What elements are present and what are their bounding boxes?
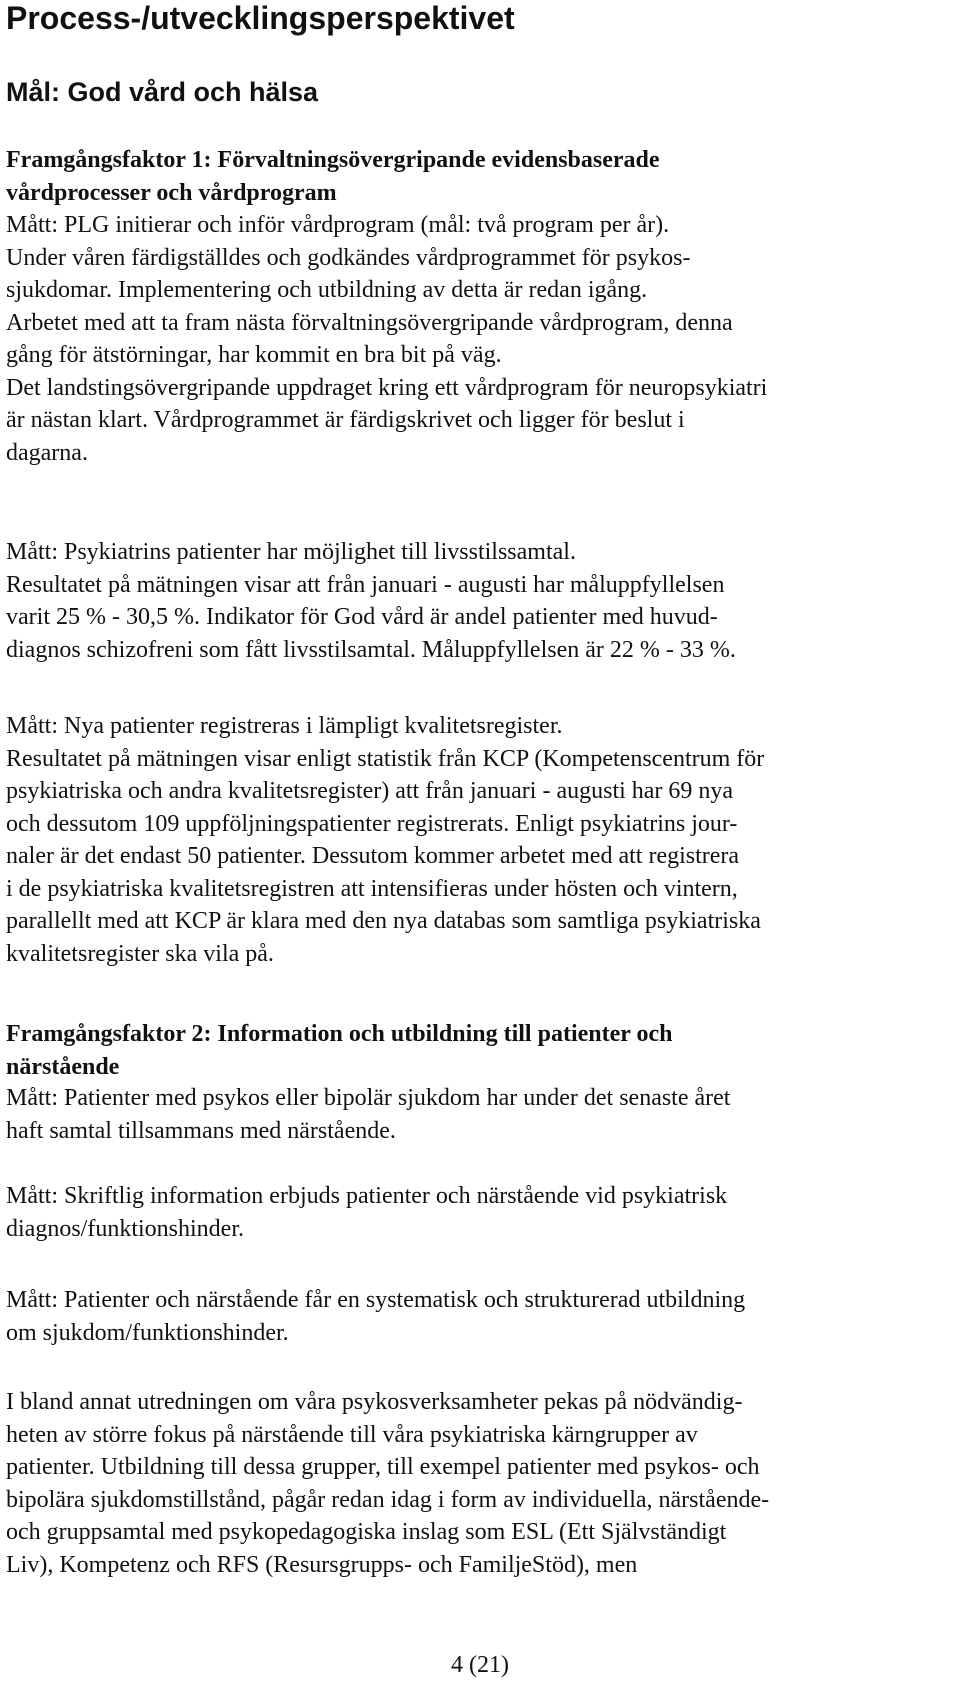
paragraph-line: haft samtal tillsammans med närstående. (6, 1117, 396, 1144)
section1-paragraph-kvalitetsregister (6, 710, 954, 970)
section1-paragraph-livsstilssamtal (6, 536, 954, 666)
section2-paragraph-utredning (6, 1386, 954, 1581)
section1-heading (6, 144, 954, 209)
paragraph-line: Mått: Patienter med psykos eller bipolär sjukdom har under det senaste året (6, 1085, 731, 1111)
section2-heading (6, 1018, 954, 1083)
paragraph-line: parallellt med att KCP är klara med den nya databas som samtliga psykiatriska (6, 908, 761, 934)
paragraph-line: om sjukdom/funktionshinder. (6, 1319, 289, 1346)
paragraph-line: Liv), Kompetenz och RFS (Resursgrupps- och FamiljeStöd), men (6, 1551, 638, 1578)
paragraph-line: Det landstingsövergripande uppdraget kring ett vårdprogram för neuropsykiatri (6, 374, 768, 401)
section1-heading-line: vårdprocesser och vårdprogram (6, 179, 337, 206)
paragraph-line: dagarna. (6, 439, 88, 466)
page-title: Process-/utvecklingsperspektivet (6, 0, 515, 36)
paragraph-line: psykiatriska och andra kvalitetsregister) att från januari - augusti har 69 nya (6, 778, 734, 804)
page-number: 4 (21) (451, 1652, 509, 1678)
section2-paragraph-information (6, 1180, 954, 1245)
section2-heading-line: närstående (6, 1053, 120, 1080)
paragraph-line: Mått: Psykiatrins patienter har möjlighet till livsstilssamtal. (6, 539, 576, 565)
paragraph-line: kvalitetsregister ska vila på. (6, 940, 274, 967)
paragraph-line: sjukdomar. Implementering och utbildning av detta är redan igång. (6, 277, 648, 303)
paragraph-line: Resultatet på mätningen visar enligt statistik från KCP (Kompetenscentrum för (6, 745, 765, 772)
paragraph-line: och gruppsamtal med psykopedagogiska inslag som ESL (Ett Självständigt (6, 1519, 727, 1545)
paragraph-line: bipolära sjukdomstillstånd, pågår redan idag i form av individuella, närstående- (6, 1486, 770, 1513)
paragraph-line: Mått: Skriftlig information erbjuds patienter och närstående vid psykiatrisk (6, 1183, 728, 1209)
paragraph-line: I bland annat utredningen om våra psykosverksamheter pekas på nödvändig- (6, 1389, 743, 1415)
paragraph-line: är nästan klart. Vårdprogrammet är färdigskrivet och ligger för beslut i (6, 407, 685, 433)
paragraph-line: varit 25 % - 30,5 %. Indikator för God vård är andel patienter med huvud- (6, 604, 718, 630)
paragraph-line: Resultatet på mätningen visar att från januari - augusti har måluppfyllelsen (6, 571, 725, 598)
section1-paragraph-vardprogram (6, 209, 954, 469)
section2-paragraph-utbildning (6, 1284, 954, 1349)
paragraph-line: gång för ätstörningar, har kommit en bra bit på väg. (6, 342, 502, 368)
document-page (6, 0, 954, 1698)
paragraph-line: Under våren färdigställdes och godkändes vårdprogrammet för psykos- (6, 244, 691, 271)
paragraph-line: i de psykiatriska kvalitetsregistren att intensifieras under hösten och vintern, (6, 875, 738, 902)
paragraph-line: diagnos/funktionshinder. (6, 1215, 244, 1242)
paragraph-line: Mått: Nya patienter registreras i lämpligt kvalitetsregister. (6, 713, 563, 739)
section1-heading-line: Framgångsfaktor 1: Förvaltningsövergripande evidensbaserade (6, 147, 660, 173)
goal-heading: Mål: God vård och hälsa (6, 77, 319, 107)
paragraph-line: heten av större fokus på närstående till våra psykiatriska kärngrupper av (6, 1421, 698, 1448)
paragraph-line: Mått: PLG initierar och inför vårdprogram (mål: två program per år). (6, 212, 670, 238)
section2-heading-line: Framgångsfaktor 2: Information och utbildning till patienter och (6, 1021, 673, 1047)
section2-paragraph-samtal (6, 1082, 954, 1147)
paragraph-line: Mått: Patienter och närstående får en systematisk och strukturerad utbildning (6, 1287, 746, 1313)
paragraph-line: diagnos schizofreni som fått livsstilsamtal. Måluppfyllelsen är 22 % - 33 %. (6, 636, 736, 663)
paragraph-line: Arbetet med att ta fram nästa förvaltningsövergripande vårdprogram, denna (6, 309, 733, 336)
paragraph-line: och dessutom 109 uppföljningspatienter registrerats. Enligt psykiatrins jour- (6, 810, 738, 837)
paragraph-line: patienter. Utbildning till dessa grupper, till exempel patienter med psykos- och (6, 1454, 760, 1480)
paragraph-line: naler är det endast 50 patienter. Dessutom kommer arbetet med att registrera (6, 843, 740, 869)
